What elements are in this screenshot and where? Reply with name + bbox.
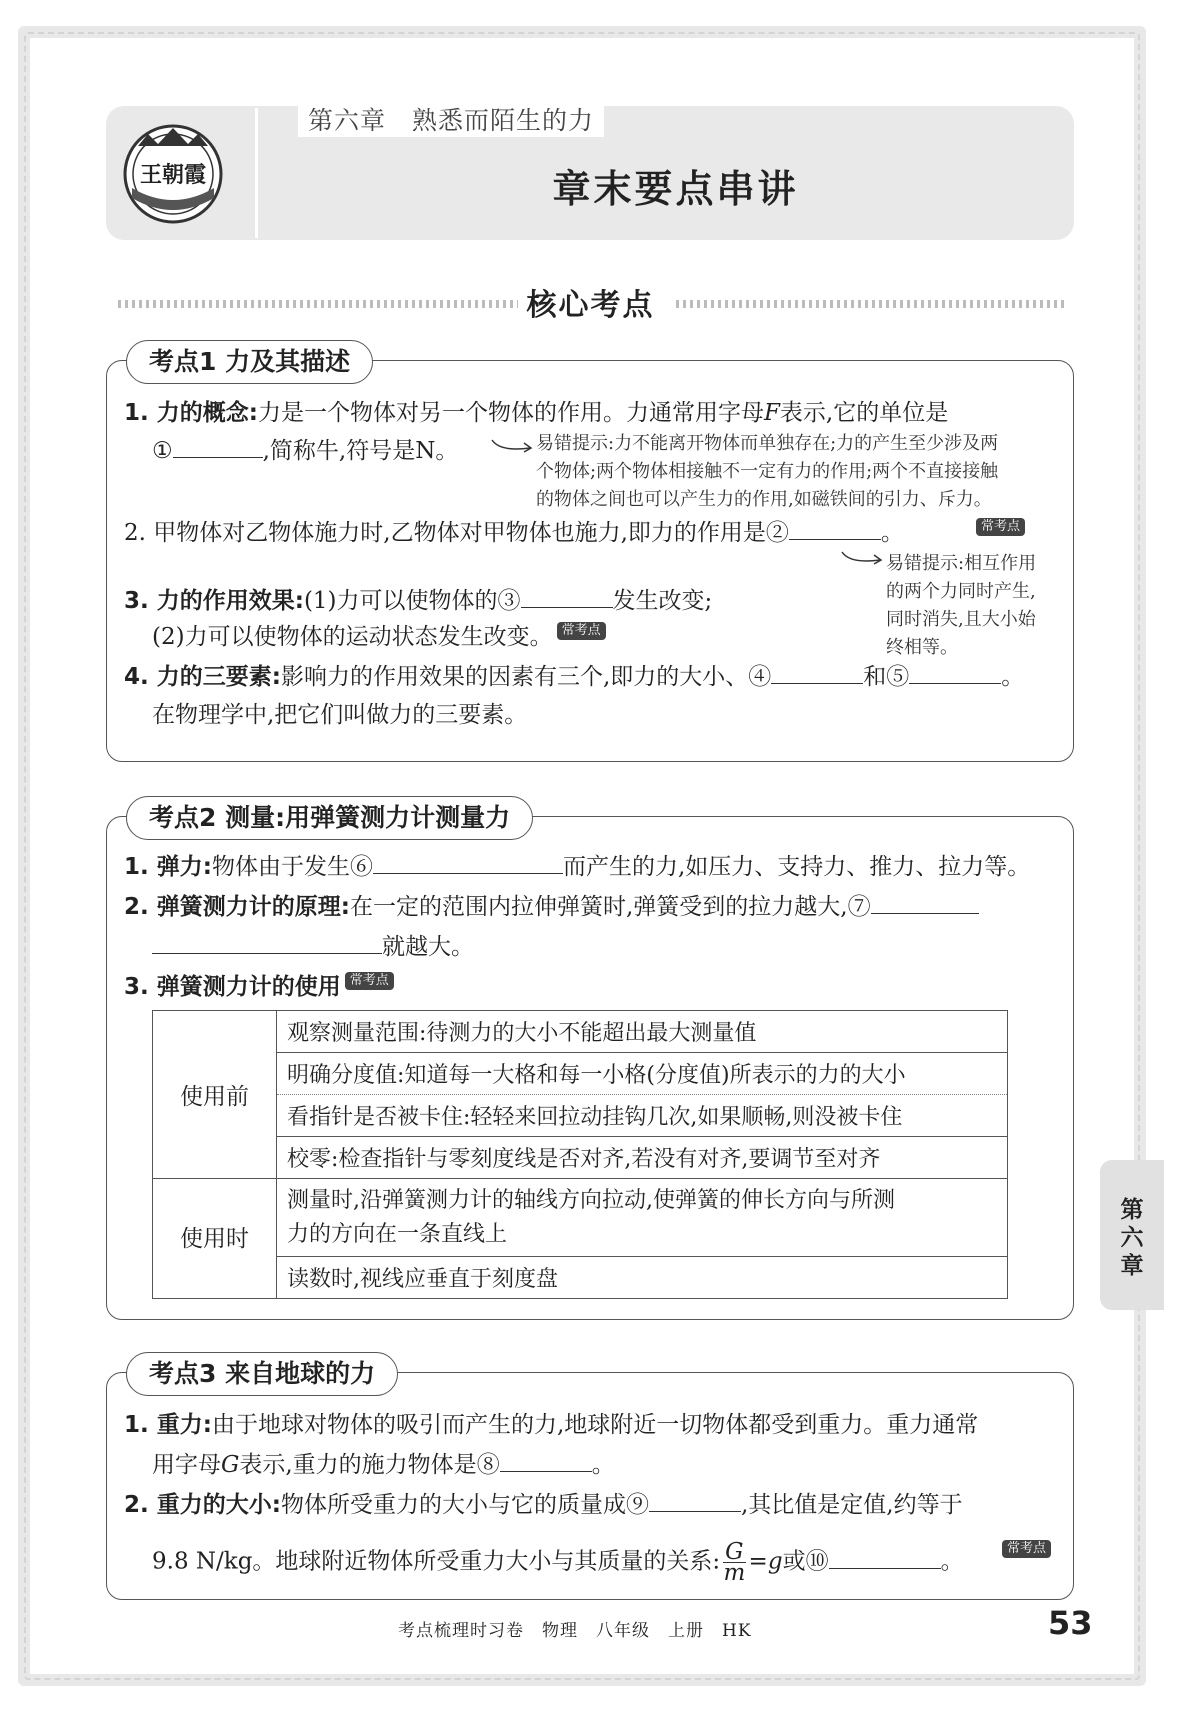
s1-item-3-cont: (2)力可以使物体的运动状态发生改变。 常考点: [152, 622, 606, 652]
blank-6[interactable]: [373, 852, 563, 874]
table-cell: 看指针是否被卡住:轻轻来回拉动挂钩几次,如果顺畅,则没被卡住: [277, 1095, 1008, 1137]
group-before: 使用前: [153, 1011, 277, 1179]
page-title: 章末要点串讲: [552, 167, 799, 211]
svg-text:王朝霞: 王朝霞: [139, 162, 207, 188]
blank-1[interactable]: [173, 436, 263, 458]
frequent-badge: 常考点: [976, 518, 1025, 536]
blank-2[interactable]: [789, 518, 881, 540]
blank-10[interactable]: [829, 1547, 941, 1569]
frequent-badge: 常考点: [1002, 1540, 1051, 1558]
table-row: [153, 1053, 1008, 1095]
arrow-icon: [490, 436, 534, 456]
s3-item-2: 2. 重力的大小:物体所受重力的大小与它的质量成⑨ ,其比值是定值,约等于: [124, 1492, 963, 1518]
tip-2: 易错提示:相互作用 的两个力同时产生, 同时消失,且大小始 终相等。: [886, 553, 1037, 658]
blank-9[interactable]: [649, 1490, 741, 1512]
tip-1: 易错提示:力不能离开物体而单独存在;力的产生至少涉及两 个物体;两个物体相接触不一定有力的作用;两个不直接接触 的物体之间也可以产生力的作用,如磁铁间的引力、斥力。: [536, 433, 999, 510]
blank-7-cont[interactable]: [152, 932, 382, 954]
section-2-tab: 考点2 测量:用弹簧测力计测量力: [126, 796, 533, 840]
core-title: 核心考点: [526, 288, 655, 323]
s2-item-3: 3. 弹簧测力计的使用 常考点: [124, 972, 394, 1002]
table-cell: 观察测量范围:待测力的大小不能超出最大测量值: [277, 1011, 1008, 1053]
table-cell: 读数时,视线应垂直于刻度盘: [277, 1257, 1008, 1299]
s3-item-2-cont: 9.8 N/kg。地球附近物体所受重力大小与其质量的关系: $\frac{G}{m}$ =g或⑩ 。: [152, 1539, 964, 1586]
s3-item-1: 1. 重力:由于地球对物体的吸引而产生的力,地球附近一切物体都受到重力。重力通常: [124, 1412, 979, 1438]
chapter-name: 第六章 熟悉而陌生的力: [298, 101, 604, 137]
table-cell: 明确分度值:知道每一大格和每一小格(分度值)所表示的力的大小: [277, 1053, 1008, 1095]
table-row: [153, 1257, 1008, 1299]
table-row: [153, 1179, 1008, 1257]
table-row: [153, 1011, 1008, 1053]
s1-item-3: 3. 力的作用效果:(1)力可以使物体的③ 发生改变;: [124, 588, 713, 614]
table-row: [153, 1095, 1008, 1137]
blank-8[interactable]: [500, 1450, 592, 1472]
s2-item-2-cont: 就越大。: [152, 932, 474, 962]
frequent-badge: 常考点: [345, 972, 394, 990]
blank-7[interactable]: [871, 892, 979, 914]
page-number: 53: [1048, 1604, 1093, 1642]
s3-item-1-cont: 用字母G表示,重力的施力物体是⑧ 。: [152, 1452, 615, 1478]
section-1-tab: 考点1 力及其描述: [126, 340, 373, 384]
blank-5[interactable]: [909, 662, 1001, 684]
table-cell: 校零:检查指针与零刻度线是否对齐,若没有对齐,要调节至对齐: [277, 1137, 1008, 1179]
s1-item-1: 1. 力的概念:力是一个物体对另一个物体的作用。力通常用字母F表示,它的单位是: [124, 400, 949, 426]
s1-item-1-cont: ① ,简称牛,符号是N。: [152, 438, 459, 464]
chapter-side-tab: 第 六 章: [1100, 1160, 1164, 1310]
s1-item-4: 4. 力的三要素:影响力的作用效果的因素有三个,即力的大小、④ 和⑤ 。: [124, 664, 1025, 690]
footer-text: 考点梳理时习卷 物理 八年级 上册 HK: [398, 1621, 752, 1641]
arrow-icon: [840, 548, 884, 568]
spring-scale-usage-table: [152, 1010, 1008, 1299]
table-cell: 测量时,沿弹簧测力计的轴线方向拉动,使弹簧的伸长方向与所测 力的方向在一条直线上: [277, 1179, 1008, 1257]
s1-item-4-cont: 在物理学中,把它们叫做力的三要素。: [152, 702, 528, 728]
blank-4[interactable]: [771, 662, 863, 684]
s2-item-2: 2. 弹簧测力计的原理:在一定的范围内拉伸弹簧时,弹簧受到的拉力越大,⑦: [124, 892, 979, 922]
frequent-badge: 常考点: [557, 622, 606, 640]
table-row: [153, 1137, 1008, 1179]
group-during: 使用时: [153, 1179, 277, 1299]
blank-3[interactable]: [521, 586, 613, 608]
s1-item-2: 2. 甲物体对乙物体施力时,乙物体对甲物体也施力,即力的作用是② 。: [124, 520, 904, 546]
s2-item-1: 1. 弹力:物体由于发生⑥ 而产生的力,如压力、支持力、推力、拉力等。: [124, 854, 1031, 880]
fraction-g-over-m: $\frac{G}{m}$: [723, 1539, 746, 1586]
section-3-tab: 考点3 来自地球的力: [126, 1352, 398, 1396]
